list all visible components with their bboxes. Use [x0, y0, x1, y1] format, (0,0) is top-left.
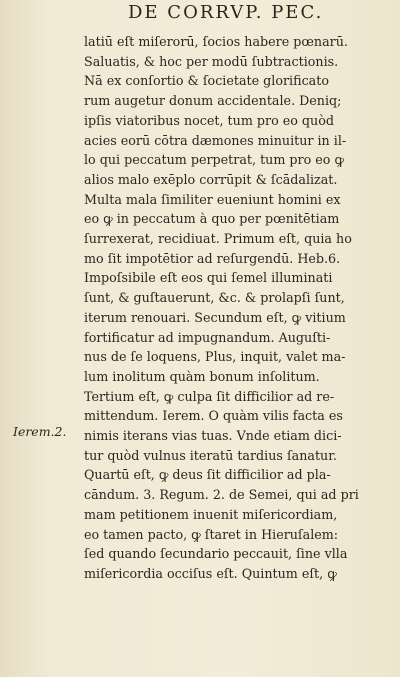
text-line: mo ſit impotētior ad reſurgendū. Heb.6.	[84, 250, 341, 266]
text-line: iterum renouari. Secundum eſt, ꝙ vitium	[84, 309, 346, 325]
text-line: Impoſsibile eſt eos qui ſemel illuminati	[84, 270, 333, 286]
text-line: lum inolitum quàm bonum inſolitum.	[84, 368, 320, 384]
text-line: rum augetur donum accidentale. Deniq;	[84, 93, 342, 109]
text-line: miſericordia occiſus eſt. Quintum eſt, ꝙ	[84, 565, 337, 581]
text-line: Nā ex conſortio & ſocietate glorificato	[84, 73, 329, 89]
marginal-reference: Ierem.2.	[13, 424, 67, 439]
text-line: Multa mala ſimiliter eueniunt homini ex	[84, 191, 341, 207]
text-line: eo tamen pacto, ꝙ ſtaret in Hieruſalem:	[84, 526, 339, 542]
text-line: ſunt, & guſtauerunt, &c. & prolapſi ſunt,	[84, 290, 345, 306]
text-line: latiū eſt miſerorū, ſocios habere pœnarū.	[84, 34, 348, 49]
text-line: eo ꝙ in peccatum à quo per pœnitētiam	[84, 211, 340, 227]
page-bottom-margin	[0, 612, 400, 677]
text-line: lo qui peccatum perpetrat, tum pro eo ꝙ	[84, 152, 344, 168]
text-line: Saluatis, & hoc per modū ſubtractionis.	[84, 53, 339, 69]
text-line: tur quòd vulnus iteratū tardius ſanatur.	[84, 447, 337, 463]
body-text	[84, 32, 400, 584]
text-line: mam petitionem inuenit miſericordiam,	[84, 506, 338, 522]
text-line: alios malo exēplo corrūpit & ſcādalizat.	[84, 171, 338, 187]
running-header: DE CORRVP. PEC.	[128, 2, 324, 23]
text-line: cāndum. 3. Regum. 2. de Semei, qui ad pri	[84, 487, 359, 503]
text-line: nus de ſe loquens, Plus, inquit, valet ma-	[84, 349, 346, 365]
text-line: mittendum. Ierem. O quàm vilis facta es	[84, 408, 343, 424]
text-line: nimis iterans vias tuas. Vnde etiam dici-	[84, 428, 342, 444]
text-line: ipſis viatoribus nocet, tum pro eo quòd	[84, 112, 334, 128]
text-line: ſurrexerat, recidiuat. Primum eſt, quia ho	[84, 231, 352, 247]
text-line: acies eorū cōtra dæmones minuitur in il-	[84, 132, 347, 148]
text-line: ſed quando ſecundario peccauit, ſine vlla	[84, 546, 348, 562]
text-line: fortificatur ad impugnandum. Auguſti-	[84, 329, 331, 345]
text-line: Quartū eſt, ꝙ deus ſit difficilior ad pla-	[84, 467, 331, 483]
text-line: Tertium eſt, ꝙ culpa ſit difficilior ad re-	[84, 388, 335, 404]
